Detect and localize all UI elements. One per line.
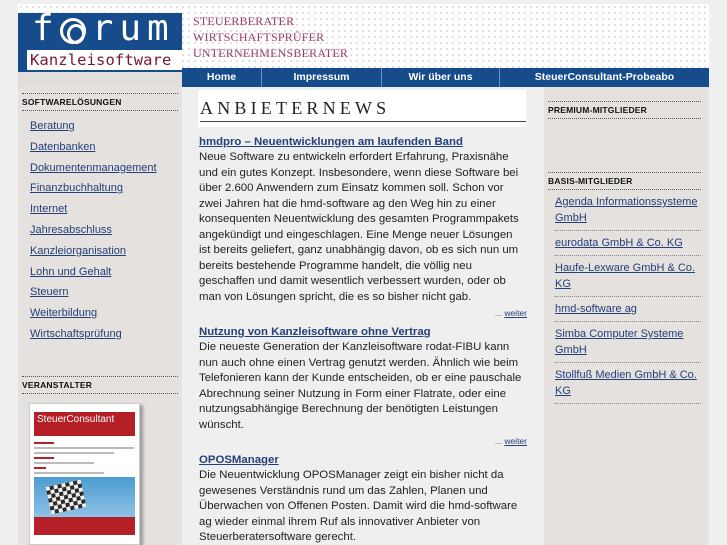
member-link-eurodata[interactable]: eurodata GmbH & Co. KG [555,237,683,249]
logo-o-ring-icon [60,18,86,44]
member-link-stollfuss[interactable]: Stollfuß Medien GmbH & Co. KG [555,369,697,397]
software-category-list [18,111,182,344]
read-more-link[interactable]: weiter [504,436,527,446]
nav-wedge-decoration [18,70,200,87]
member-item [555,256,701,297]
main-content [190,87,535,545]
forum-logo[interactable] [18,13,182,70]
member-link-agenda[interactable]: Agenda Informationssysteme GmbH [555,196,698,224]
category-link-dokumentenmanagement[interactable]: Dokumentenmanagement [30,161,157,174]
read-more: ... weiter [494,308,527,318]
category-link-wirtschaftspruefung[interactable]: Wirtschaftsprüfung [30,327,122,340]
news-article [199,322,527,448]
member-item [555,190,701,231]
article-body: Die Neuentwicklung OPOSManager zeigt ein bisher nicht da gewesenes Verständnis rund um das Zahlen, Planen und Überwachen von Offenen Posten. Damit wird die hmd-software ag wieder einmal ihrem Ruf als innovativer Anbieter von Steuerberatersoftware gerecht. [199,469,518,543]
right-sidebar [544,87,709,545]
article-body: Die neueste Generation der Kanzleisoftware rodat-FIBU kann nun auch ohne einen Vertrag genutzt werden. Ähnlich wie beim Telefonieren kann der Kunde entscheiden, ob er eine pauschale Abrechnung seiner Nutzung in Form einer Flatrate, oder eine nutzungsabhängige Berechnung der benötigten Leistungen wünscht. [199,341,522,431]
news-article [199,450,527,545]
member-list [544,190,709,404]
checkered-flag-icon [45,480,86,515]
article-title-link[interactable]: OPOSManager [199,454,279,466]
member-item [555,322,701,363]
category-link-internet[interactable]: Internet [30,203,68,216]
member-link-simba[interactable]: Simba Computer Systeme GmbH [555,328,684,356]
member-item [555,231,701,256]
category-link-beratung[interactable]: Beratung [30,120,75,132]
magazine-text-lines [34,442,134,477]
member-link-haufe-lexware[interactable]: Haufe-Lexware GmbH & Co. KG [555,262,695,290]
top-navigation [182,68,709,87]
member-item [555,297,701,322]
section-title-softwareloesungen: SOFTWARELÖSUNGEN [22,93,178,111]
member-item [555,363,701,404]
category-link-kanzleiorganisation[interactable]: Kanzleiorganisation [30,244,127,257]
nav-probeabo[interactable]: SteuerConsultant-Probeabo [534,71,675,83]
category-link-lohn-und-gehalt[interactable]: Lohn und Gehalt [30,265,112,278]
category-link-weiterbildung[interactable]: Weiterbildung [30,307,98,320]
category-link-jahresabschluss[interactable]: Jahresabschluss [30,223,112,236]
magazine-header-band [34,412,135,436]
read-more: ... weiter [494,436,527,446]
section-title-veranstalter: VERANSTALTER [22,376,178,394]
tagline-2: WIRTSCHAFTSPRÜFER [193,30,325,44]
header-taglines [193,13,348,61]
category-link-steuern[interactable]: Steuern [30,286,69,299]
tagline-1: STEUERBERATER [193,14,295,28]
news-article [199,132,527,320]
category-link-datenbanken[interactable]: Datenbanken [30,140,96,153]
page-title-box [198,90,526,127]
logo-subtitle: Kanzleisoftware [27,50,182,70]
article-title-link[interactable]: hmdpro – Neuentwicklungen am laufenden Band [199,136,463,148]
read-more-link[interactable]: weiter [504,308,527,318]
magazine-footer-band [34,517,135,535]
article-body: Neue Software zu entwickeln erfordert Erfahrung, Praxisnähe und ein gutes Konzept. Insbesondere, wenn diese Software bei über 2.600 Anwendern zum Einsatz kommen soll. Schon vor zwei Jahren hat die hmd-software ag den Weg hin zu einer konsequenten Neuentwicklung des gesamten Programmpakets angekündigt und eingeschlagen. Eine Menge neuer Lösungen ist bereits geliefert, ganz unabhängig davon, ob es sich nun um bereits bestehende Programme handelt, die völlig neu geschaffen und damit wesentlich verbessert wurden, oder ob man von Lösungen spricht, die es so bisher nicht gab. [199,151,519,303]
nav-home[interactable]: Home [182,68,262,87]
page-title: ANBIETERNEWS [200,98,526,122]
member-link-hmd-software[interactable]: hmd-software ag [555,303,637,315]
magazine-title: SteuerConsultant [37,414,115,425]
logo-forum-text: f rum [32,13,175,49]
left-sidebar [18,87,182,545]
steuerconsultant-magazine-cover[interactable] [29,403,140,545]
section-title-premium-mitglieder: PREMIUM-MITGLIEDER [548,101,701,119]
article-title-link[interactable]: Nutzung von Kanzleisoftware ohne Vertrag [199,326,431,338]
nav-impressum[interactable]: Impressum [262,68,382,87]
nav-wir-ueber-uns[interactable]: Wir über uns [382,68,500,87]
category-link-finanzbuchhaltung[interactable]: Finanzbuchhaltung [30,182,123,195]
tagline-3: UNTERNEHMENSBERATER [193,46,349,60]
section-title-basis-mitglieder: BASIS-MITGLIEDER [548,172,701,190]
magazine-photo-checkered-flag [34,477,135,517]
